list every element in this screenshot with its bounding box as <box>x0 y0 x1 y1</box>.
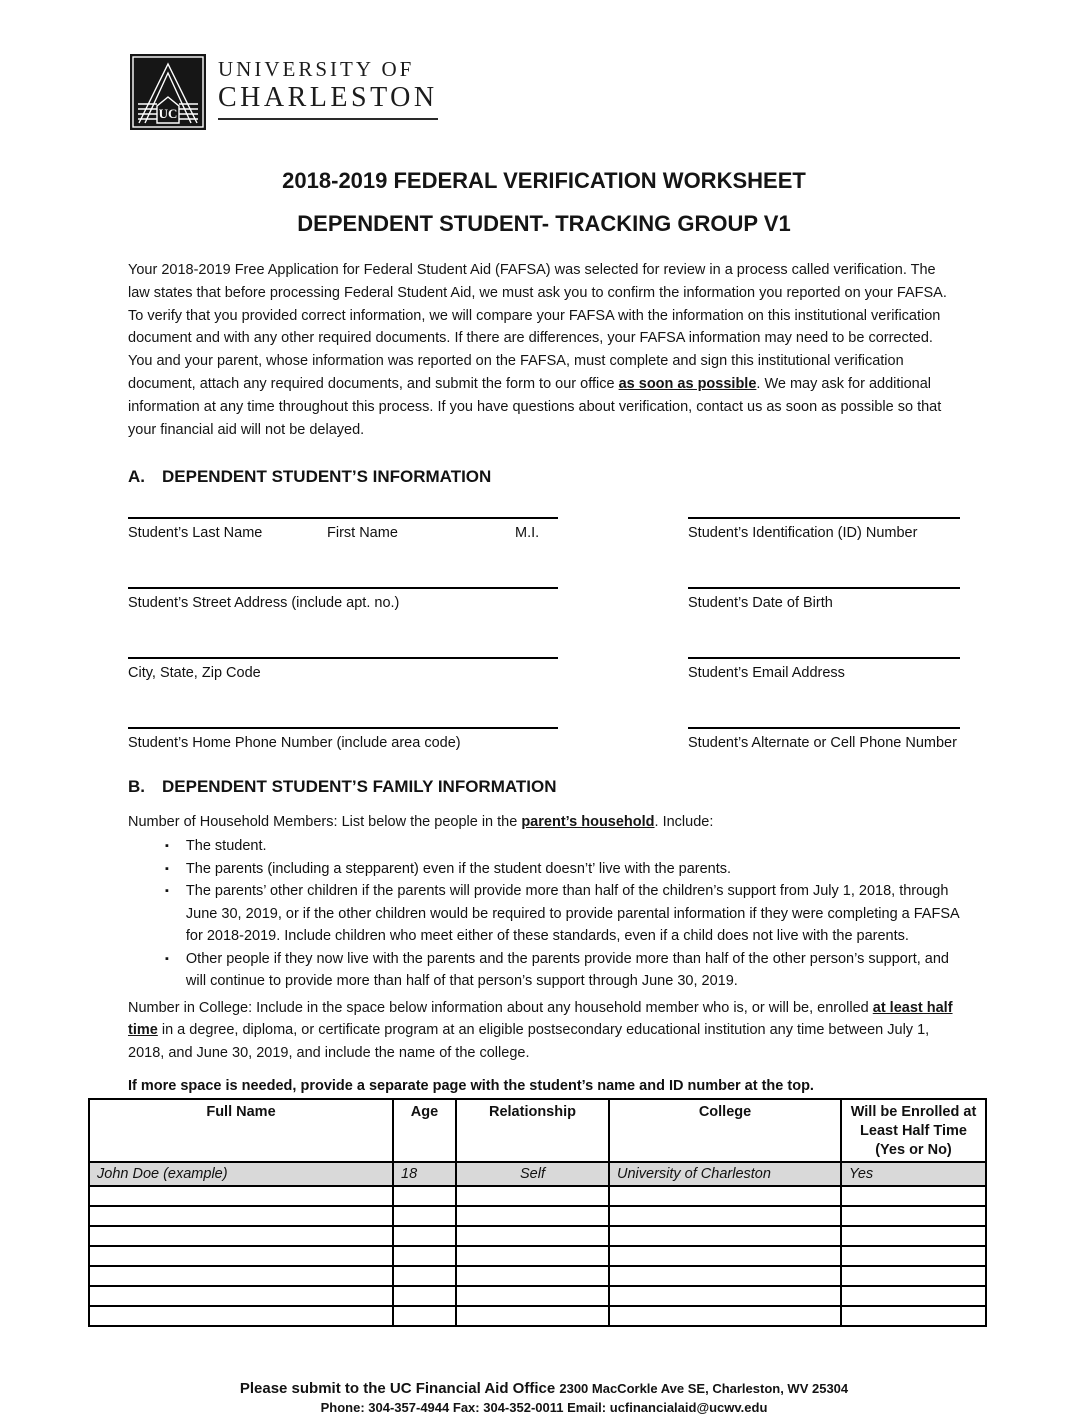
household-table-row <box>89 1206 986 1226</box>
footer-email-label: Email: <box>567 1400 607 1416</box>
street-address-field <box>128 587 558 611</box>
bullet-item: ▪ The student. <box>165 835 960 858</box>
college-text-2: in a degree, diploma, or certificate program at an eligible postsecondary educational institution any time between July 1, 2018, and June 30, 2019, and include the name of the college. <box>128 1022 930 1062</box>
bullet-item: ▪ The parents (including a stepparent) even if the student doesn’t’ live with the parents. <box>165 858 960 881</box>
example-relationship: Self <box>456 1162 609 1186</box>
household-table-cell <box>393 1306 456 1326</box>
section-b-heading <box>128 777 960 797</box>
header-age: Age <box>393 1099 456 1162</box>
intro-text-1: Your 2018-2019 Free Application for Federal Student Aid (FAFSA) was selected for review in a process called verification. The law states that before processing Federal Student Aid, we must ask you to confirm the information you reported on your FAFSA. To verify that you provided correct information, we will compare your FAFSA with the information on this institutional verification document and with any other required documents. If there are differences, your FAFSA information may need to be corrected. You and your parent, whose information was reported on the FAFSA, must complete and sign this institutional verification document, attach any required documents, and submit the form to our office <box>128 262 947 392</box>
household-table-cell <box>841 1246 986 1266</box>
household-example-row <box>89 1162 986 1186</box>
home-phone-label: Student’s Home Phone Number (include area code) <box>128 735 461 752</box>
university-logo-text <box>218 54 438 120</box>
section-a-letter: A. <box>128 467 145 487</box>
household-table-cell <box>609 1306 841 1326</box>
household-table-cell <box>841 1206 986 1226</box>
email-label: Student’s Email Address <box>688 665 845 682</box>
household-table-row <box>89 1246 986 1266</box>
household-intro-1: Number of Household Members: List below the people in the <box>128 814 522 831</box>
uc-shield-icon <box>130 54 206 130</box>
household-table-cell <box>609 1206 841 1226</box>
household-table-row <box>89 1186 986 1206</box>
household-table-cell <box>89 1226 393 1246</box>
household-table-cell <box>393 1206 456 1226</box>
household-members-intro <box>128 811 960 834</box>
household-table-cell <box>456 1266 609 1286</box>
logo-line1: UNIVERSITY OF <box>218 57 415 81</box>
uc-monogram: UC <box>158 106 178 121</box>
header-college: College <box>609 1099 841 1162</box>
footer-fax-value: 304-352-0011 <box>483 1400 564 1416</box>
bullet-item: ▪ The parents’ other children if the parents will provide more than half of the children’s support from July 1, 2018, through June 30, 2019, or if the other children would be required to provide parental information if they were completing a FAFSA for 2018-2019. Include children who meet either of these standards, even if a child does not live with the parents. <box>165 880 960 948</box>
household-table-cell <box>841 1186 986 1206</box>
college-text-1: Number in College: Include in the space below information about any household member who is, or will be, enrolled <box>128 999 873 1016</box>
id-number-label: Student’s Identification (ID) Number <box>688 525 918 542</box>
household-table-cell <box>89 1306 393 1326</box>
footer-phone-label: Phone: <box>320 1400 365 1416</box>
household-table-cell <box>393 1186 456 1206</box>
section-b-title: DEPENDENT STUDENT’S FAMILY INFORMATION <box>162 777 557 797</box>
last-name-label: Student’s Last Name <box>128 525 263 542</box>
university-logo <box>130 0 960 130</box>
first-name-label: First Name <box>327 525 398 542</box>
household-bullet-list <box>128 835 960 993</box>
name-field <box>128 517 558 541</box>
more-space-note: If more space is needed, provide a separate page with the student’s name and ID number at the top. <box>128 1078 814 1095</box>
household-table-cell <box>609 1226 841 1246</box>
section-b-letter: B. <box>128 777 145 797</box>
household-table-cell <box>89 1266 393 1286</box>
household-table-cell <box>609 1246 841 1266</box>
section-a-heading <box>128 467 960 487</box>
dob-field <box>688 587 960 611</box>
household-table-cell <box>609 1286 841 1306</box>
bullet-item: ▪ Other people if they now live with the parents and the parents provide more than half of the other person’s support, and will continue to provide more than half of that person’s support through June 30, 2019. <box>165 948 960 993</box>
document-title-line1: 2018-2019 FEDERAL VERIFICATION WORKSHEET <box>282 168 806 193</box>
footer-submit-text: Please submit to the UC Financial Aid Office <box>239 1380 556 1398</box>
footer-fax-label: Fax: <box>452 1400 480 1416</box>
header-relationship: Relationship <box>456 1099 609 1162</box>
email-field <box>688 657 960 681</box>
household-table-cell <box>609 1266 841 1286</box>
dob-label: Student’s Date of Birth <box>688 595 833 612</box>
home-phone-field <box>128 727 558 751</box>
household-members-table <box>88 1098 987 1327</box>
logo-line2: CHARLESTON <box>218 82 438 113</box>
household-table-row <box>89 1306 986 1326</box>
alt-phone-label: Student’s Alternate or Cell Phone Number <box>688 735 957 752</box>
intro-paragraph <box>128 259 960 441</box>
household-table-cell <box>841 1226 986 1246</box>
household-table-cell <box>841 1266 986 1286</box>
household-table-cell <box>456 1286 609 1306</box>
household-table-cell <box>393 1226 456 1246</box>
household-table-cell <box>456 1246 609 1266</box>
household-table-cell <box>89 1206 393 1226</box>
header-full-name: Full Name <box>89 1099 393 1162</box>
household-table-row <box>89 1226 986 1246</box>
footer <box>128 1379 960 1416</box>
number-in-college-paragraph <box>128 997 960 1065</box>
household-table-cell <box>841 1306 986 1326</box>
household-table-cell <box>393 1286 456 1306</box>
id-number-field <box>688 517 960 541</box>
section-a-title: DEPENDENT STUDENT’S INFORMATION <box>162 467 492 487</box>
example-college: University of Charleston <box>609 1162 841 1186</box>
footer-address: 2300 MacCorkle Ave SE, Charleston, WV 25304 <box>559 1381 849 1397</box>
household-table-cell <box>609 1186 841 1206</box>
household-intro-2: . Include: <box>654 814 714 831</box>
household-table-cell <box>456 1226 609 1246</box>
city-state-zip-field <box>128 657 558 681</box>
household-table-cell <box>89 1246 393 1266</box>
household-table-header-row <box>89 1099 986 1162</box>
document-title-line2: DEPENDENT STUDENT- TRACKING GROUP V1 <box>297 211 791 236</box>
street-address-label: Student’s Street Address (include apt. no.) <box>128 595 400 612</box>
household-table-cell <box>841 1286 986 1306</box>
example-age: 18 <box>393 1162 456 1186</box>
household-table-cell <box>393 1266 456 1286</box>
student-info-fields <box>128 517 960 751</box>
college-emphasis: at least half time <box>128 999 953 1039</box>
household-table-cell <box>393 1246 456 1266</box>
household-table-cell <box>456 1186 609 1206</box>
header-enrolled: Will be Enrolled at Least Half Time (Yes or No) <box>841 1099 986 1162</box>
footer-email-value: ucfinancialaid@ucwv.edu <box>609 1400 768 1416</box>
intro-emphasis: as soon as possible <box>618 375 757 392</box>
household-table-empty-rows <box>89 1186 986 1326</box>
household-intro-emphasis: parent’s household <box>521 814 655 831</box>
household-table-cell <box>89 1186 393 1206</box>
household-table-row <box>89 1266 986 1286</box>
example-full-name: John Doe (example) <box>89 1162 393 1186</box>
mi-label: M.I. <box>515 525 540 542</box>
household-table-cell <box>456 1206 609 1226</box>
example-enrolled: Yes <box>841 1162 986 1186</box>
household-table-row <box>89 1286 986 1306</box>
footer-phone-value: 304-357-4944 <box>368 1400 450 1416</box>
household-table-cell <box>89 1286 393 1306</box>
intro-text-2: . We may ask for additional information at any time throughout this process. If you have questions about verification, contact us as soon as possible so that your financial aid will not be delayed. <box>128 375 942 438</box>
household-table-cell <box>456 1306 609 1326</box>
alt-phone-field <box>688 727 960 751</box>
city-state-zip-label: City, State, Zip Code <box>128 665 261 682</box>
